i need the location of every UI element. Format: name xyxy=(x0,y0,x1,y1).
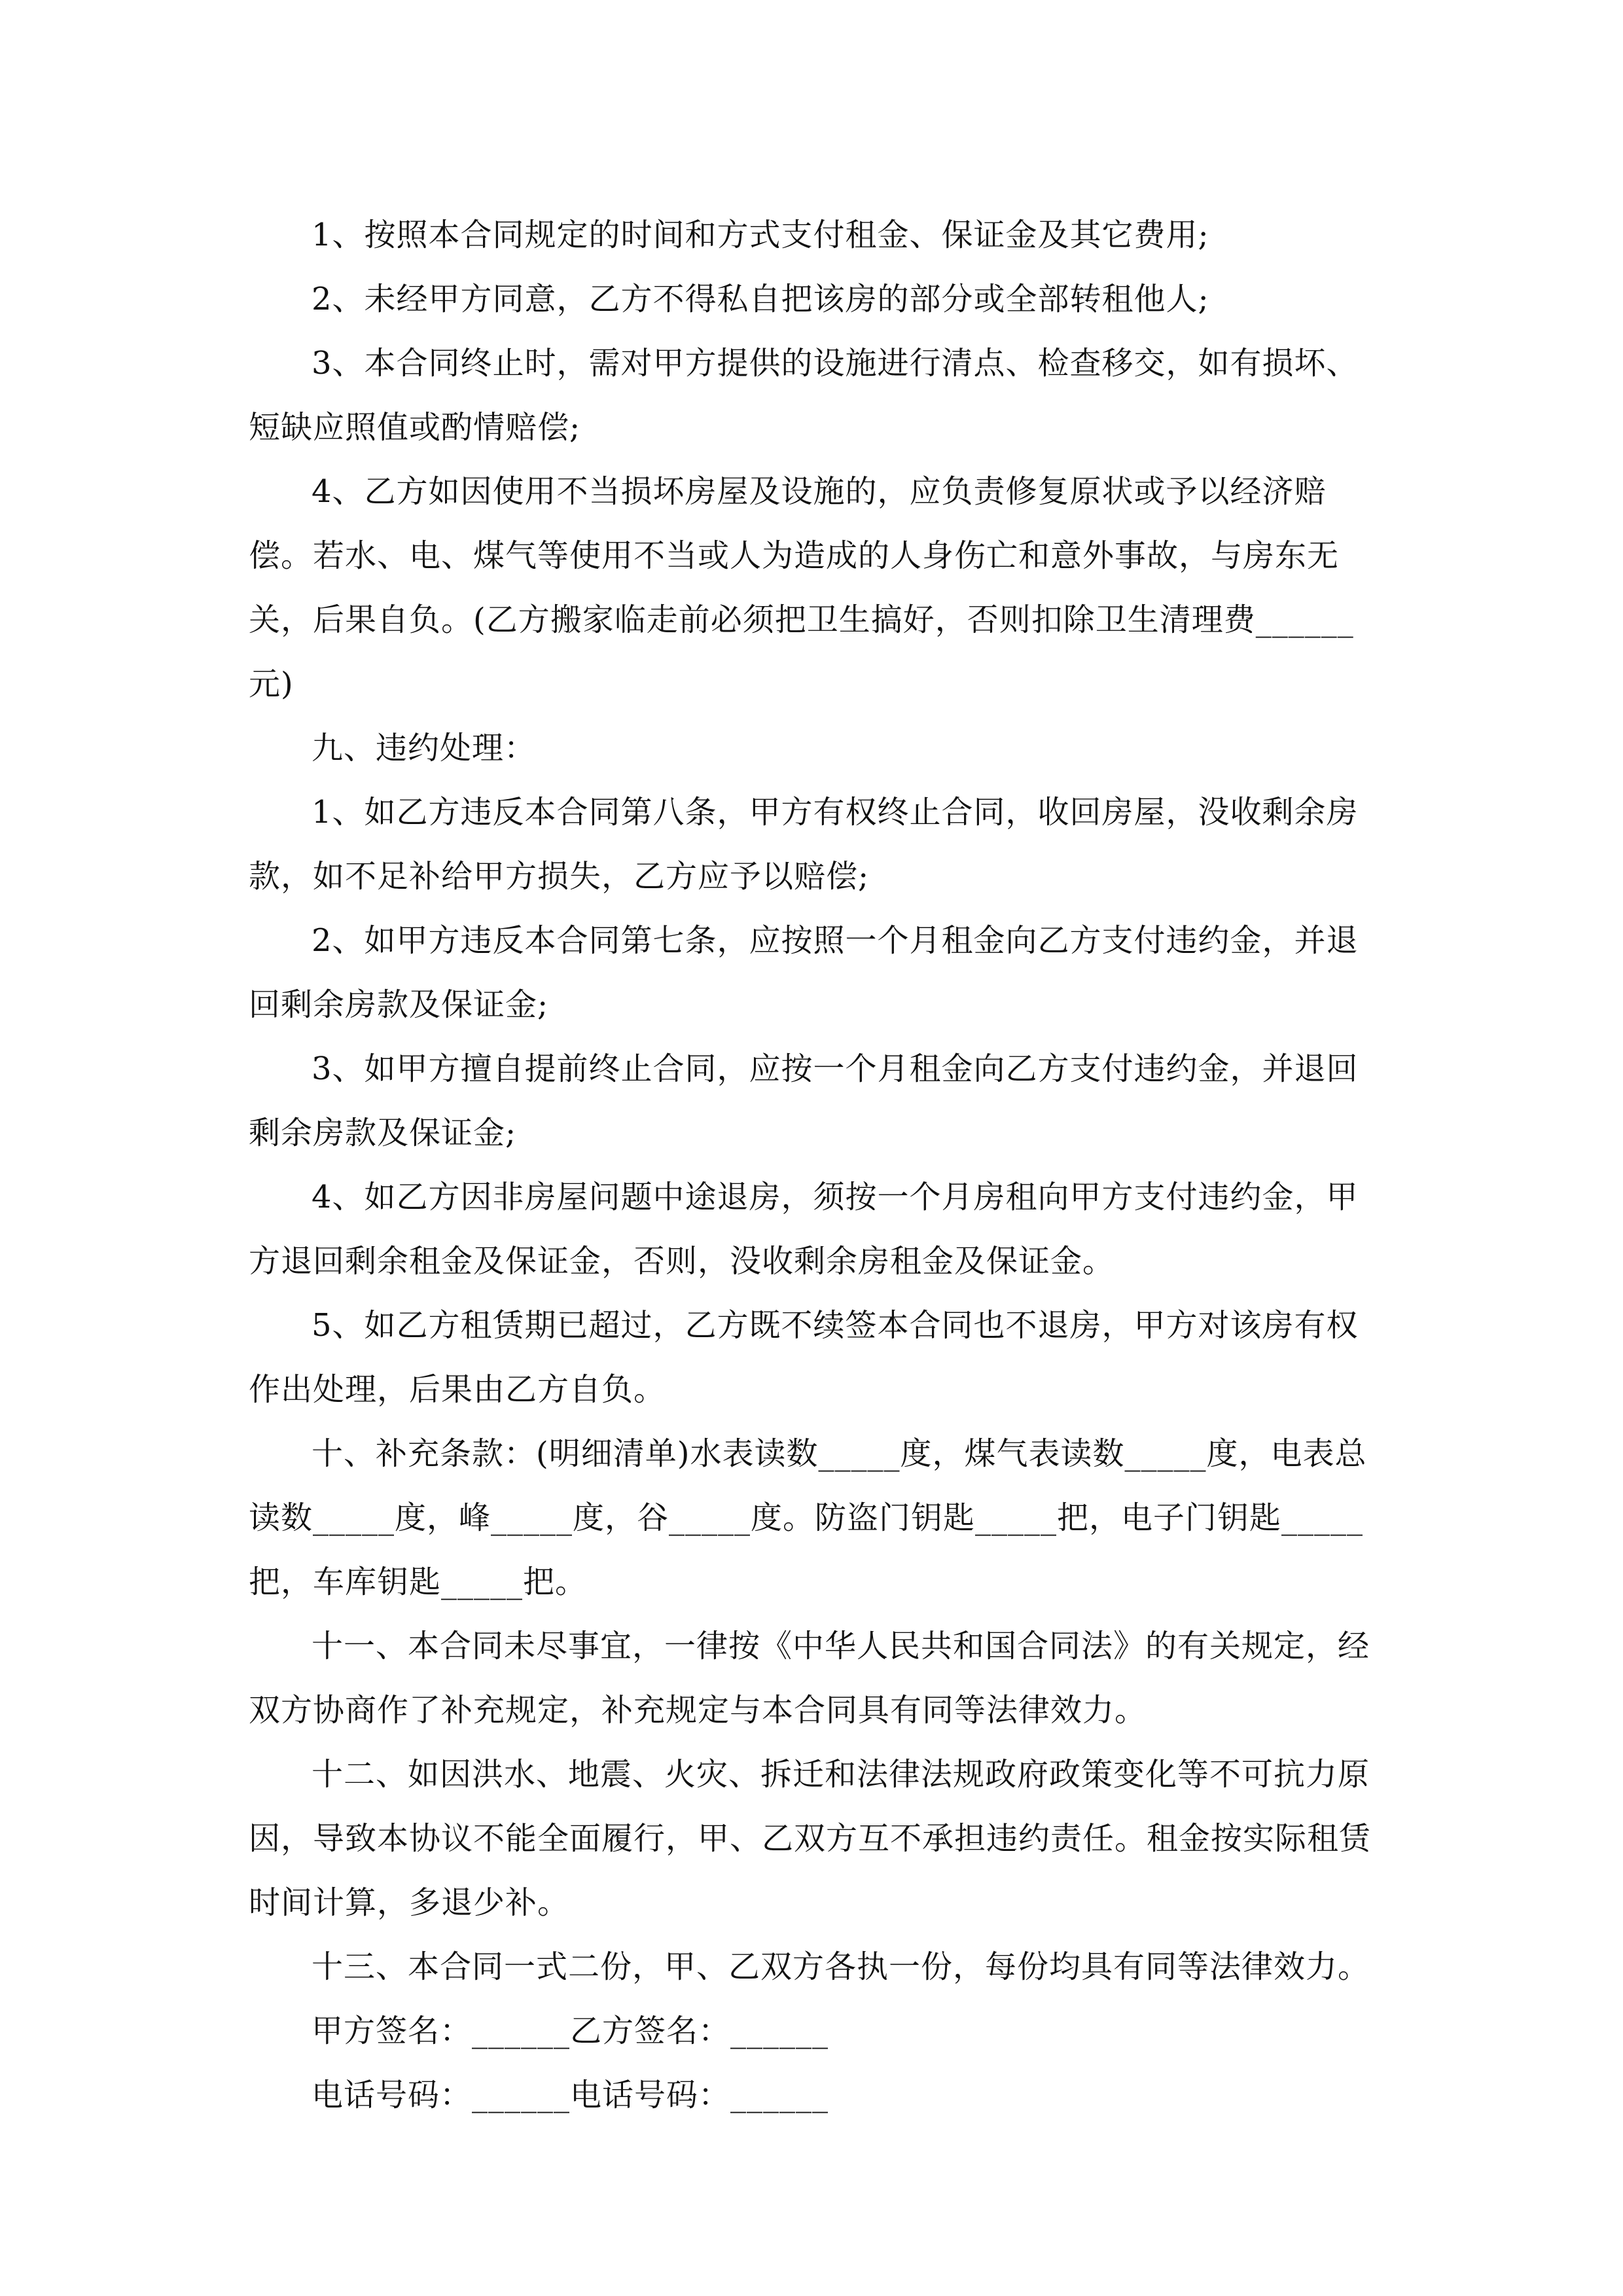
breach-clause-3: 3、如甲方擅自提前终止合同，应按一个月租金向乙方支付违约金，并退回剩余房款及保证金; xyxy=(249,1050,1359,1151)
clause-1-payment: 1、按照本合同规定的时间和方式支付租金、保证金及其它费用; xyxy=(312,217,1209,253)
clause-3-handover: 3、本合同终止时，需对甲方提供的设施进行清点、检查移交，如有损坏、短缺应照值或酌情赔偿; xyxy=(249,345,1359,446)
breach-clause-5: 5、如乙方租赁期已超过，乙方既不续签本合同也不退房，甲方对该房有权作出处理，后果由乙方自负。 xyxy=(249,1307,1359,1408)
section-heading-breach: 九、违约处理： xyxy=(312,730,537,766)
phone-line: 电话号码：______电话号码：______ xyxy=(312,2077,829,2113)
clause-twelve: 十二、如因洪水、地震、火灾、拆迁和法律法规政府政策变化等不可抗力原因，导致本协议不能全面履行，甲、乙双方互不承担违约责任。租金按实际租赁时间计算，多退少补。 xyxy=(249,1756,1372,1921)
clause-2-sublet: 2、未经甲方同意，乙方不得私自把该房的部分或全部转租他人; xyxy=(312,281,1209,317)
clause-eleven: 十一、本合同未尽事宜，一律按《中华人民共和国合同法》的有关规定，经双方协商作了补充规定，补充规定与本合同具有同等法律效力。 xyxy=(249,1628,1370,1729)
signature-line: 甲方签名：______乙方签名：______ xyxy=(312,2013,829,2049)
clause-thirteen: 十三、本合同一式二份，甲、乙双方各执一份，每份均具有同等法律效力。 xyxy=(312,1948,1370,1985)
breach-clause-2: 2、如甲方违反本合同第七条，应按照一个月租金向乙方支付违约金，并退回剩余房款及保证金; xyxy=(249,922,1359,1023)
contract-body xyxy=(249,203,1387,2127)
breach-clause-1: 1、如乙方违反本合同第八条，甲方有权终止合同，收回房屋，没收剩余房款，如不足补给甲方损失，乙方应予以赔偿; xyxy=(249,794,1359,895)
clause-4-damage: 4、乙方如因使用不当损坏房屋及设施的，应负责修复原状或予以经济赔偿。若水、电、煤气等使用不当或人为造成的人身伤亡和意外事故，与房东无关，后果自负。(乙方搬家临走前必须把卫生搞好，否则扣除卫生清理费______元) xyxy=(249,473,1354,702)
breach-clause-4: 4、如乙方因非房屋问题中途退房，须按一个月房租向甲方支付违约金，甲方退回剩余租金及保证金，否则，没收剩余房租金及保证金。 xyxy=(249,1179,1359,1280)
supplementary-terms: 十、补充条款：(明细清单)水表读数_____度，煤气表读数_____度，电表总读数_____度，峰_____度，谷_____度。防盗门钥匙_____把，电子门钥匙_____把，车库钥匙_____把。 xyxy=(249,1435,1367,1600)
